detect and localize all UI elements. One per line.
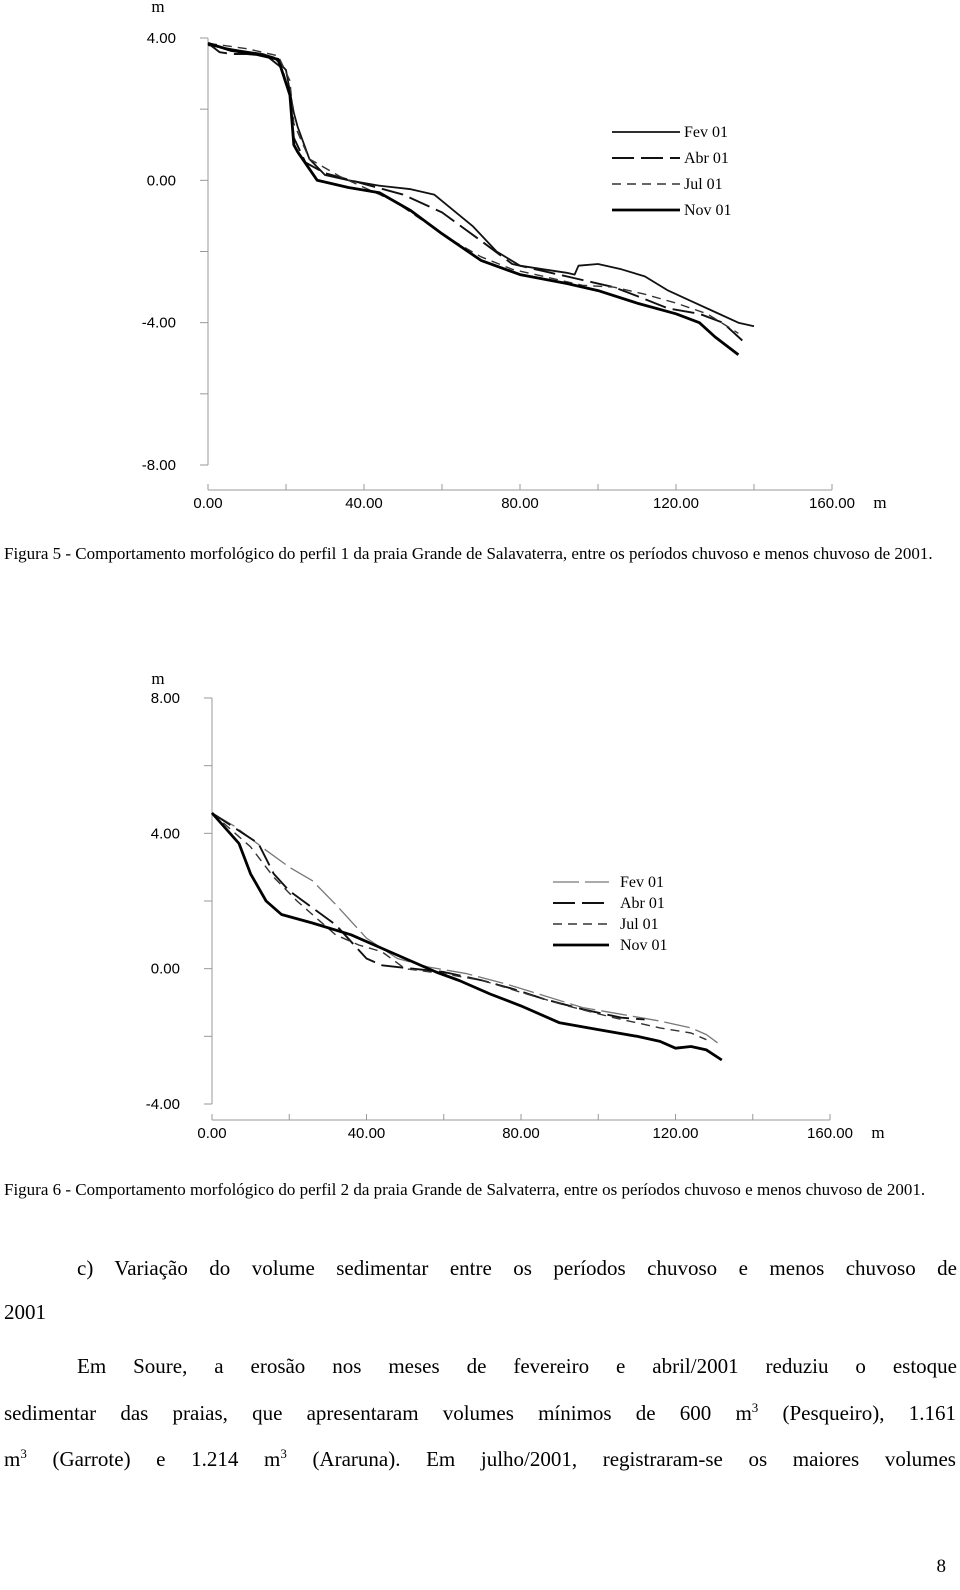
x-tick-label: 40.00 [345, 495, 383, 512]
y-tick-label: 8.00 [150, 690, 180, 707]
body-text-line [4, 1397, 956, 1429]
body-text-span: (Garrote) e 1.214 m [26, 1447, 281, 1471]
figure-6-chart [0, 676, 960, 1160]
series-line-abr-01 [212, 813, 645, 1019]
body-text-line: Em Soure, a erosão nos meses de fevereiro e abril/2001 reduziu o estoque [77, 1354, 957, 1378]
section-heading: c) Variação do volume sedimentar entre os períodos chuvoso e menos chuvoso de [77, 1256, 957, 1280]
superscript: 3 [280, 1446, 287, 1461]
legend-label: Fev 01 [684, 124, 728, 141]
x-tick-label: 160.00 [807, 1125, 853, 1142]
y-unit-label: m [151, 0, 165, 16]
figure-5-caption: Figura 5 - Comportamento morfológico do perfil 1 da praia Grande de Salavaterra, entre os períodos chuvoso e menos chuvoso de 2001. [4, 544, 933, 563]
y-tick-label: 4.00 [150, 825, 180, 843]
figure-6-caption: Figura 6 - Comportamento morfológico do perfil 2 da praia Grande de Salvaterra, entre os períodos chuvoso e menos chuvoso de 2001. [4, 1180, 926, 1199]
body-text-line [4, 1443, 956, 1475]
y-tick-label: -4.00 [145, 1096, 180, 1113]
figure-5-svg [0, 0, 960, 530]
legend-label: Nov 01 [684, 202, 732, 219]
body-text-span: sedimentar das praias, que apresentaram volumes mínimos de 600 m [4, 1401, 752, 1425]
x-tick-label: 40.00 [347, 1125, 386, 1142]
x-tick-label: 120.00 [653, 495, 699, 512]
legend-label: Jul 01 [620, 916, 659, 933]
body-text-span: (Pesqueiro), 1.161 [758, 1401, 956, 1425]
body-text-span: m [4, 1447, 21, 1471]
body-text-span: (Araruna). Em julho/2001, registraram-se os maiores volumes [286, 1447, 956, 1471]
x-tick-label: 0.00 [193, 495, 223, 512]
legend-label: Abr 01 [620, 895, 665, 912]
legend-label: Fev 01 [620, 874, 664, 891]
figure-5-chart [0, 0, 960, 530]
superscript: 3 [751, 1400, 759, 1415]
x-tick-label: 80.00 [502, 1125, 540, 1142]
x-unit-label: m [873, 493, 887, 512]
y-unit-label: m [151, 676, 165, 688]
y-tick-label: 0.00 [146, 172, 176, 190]
x-tick-label: 120.00 [652, 1125, 699, 1142]
section-heading-year: 2001 [4, 1300, 46, 1324]
x-tick-label: 0.00 [197, 1125, 227, 1142]
legend-label: Jul 01 [684, 176, 723, 193]
x-tick-label: 160.00 [809, 495, 855, 512]
y-tick-label: -4.00 [141, 314, 176, 332]
x-tick-label: 80.00 [501, 495, 539, 512]
page-number: 8 [936, 1556, 946, 1577]
series-line-nov-01 [208, 43, 738, 354]
legend-label: Nov 01 [620, 937, 668, 954]
y-tick-label: 4.00 [146, 30, 176, 47]
y-tick-label: 0.00 [150, 960, 180, 978]
legend-label: Abr 01 [684, 150, 729, 167]
figure-6-svg [0, 676, 960, 1160]
y-tick-label: -8.00 [141, 457, 176, 474]
superscript: 3 [20, 1446, 27, 1461]
x-unit-label: m [871, 1123, 885, 1142]
